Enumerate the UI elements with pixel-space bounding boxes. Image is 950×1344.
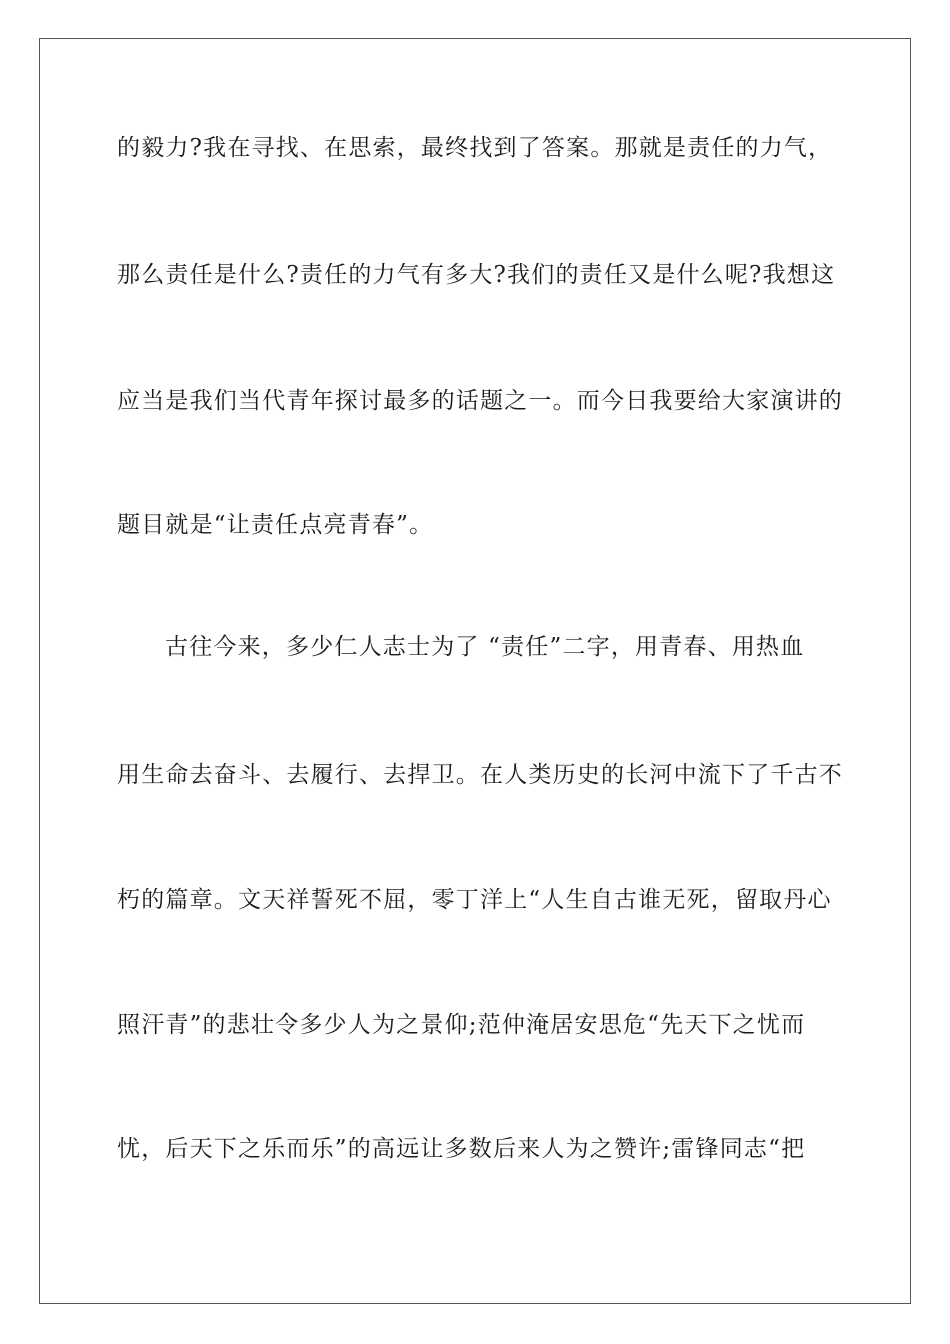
text-line-9: 忧，后天下之乐而乐”的高远让多数后来人为之赞许;雷锋同志“把 <box>117 1136 806 1162</box>
text-line-3: 应当是我们当代青年探讨最多的话题之一。而今日我要给大家演讲的 <box>117 388 843 414</box>
page-border <box>39 38 911 1304</box>
text-line-8: 照汗青”的悲壮令多少人为之景仰;范仲淹居安思危“先天下之忧而 <box>117 1012 806 1038</box>
text-line-2: 那么责任是什么?责任的力气有多大?我们的责任又是什么呢?我想这 <box>117 262 836 288</box>
text-line-4: 题目就是“让责任点亮青春”。 <box>117 512 434 538</box>
text-line-7: 朽的篇章。文天祥誓死不屈，零丁洋上“人生自古谁无死，留取丹心 <box>117 887 832 913</box>
text-line-6: 用生命去奋斗、去履行、去捍卫。在人类历史的长河中流下了千古不 <box>117 762 843 788</box>
paragraph-2-first-line: 古往今来，多少仁人志士为了 “责任”二字，用青春、用热血 <box>165 634 805 660</box>
text-line-1: 的毅力?我在寻找、在思索，最终找到了答案。那就是责任的力气， <box>117 135 833 161</box>
